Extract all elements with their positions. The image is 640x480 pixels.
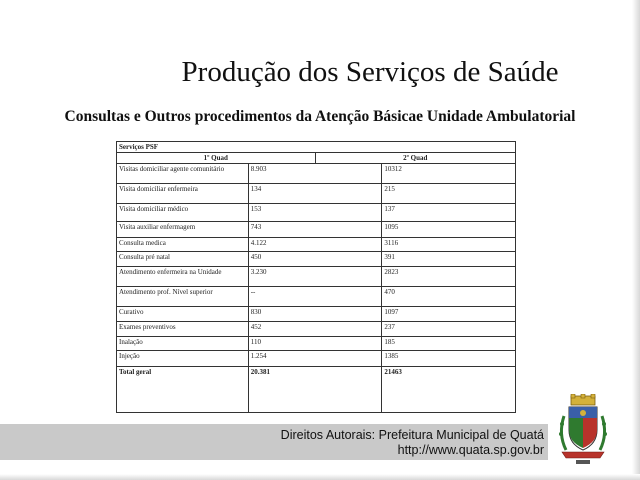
service-cell: Visita domiciliar médico: [117, 204, 249, 222]
table-row: [117, 184, 516, 204]
table-row: [117, 164, 516, 184]
q1-cell: 3.230: [248, 267, 382, 287]
service-cell: Injeção: [117, 351, 249, 367]
footer: [281, 428, 544, 458]
q2-cell: 3116: [382, 238, 516, 252]
total-row: [117, 367, 516, 413]
table-row: [117, 252, 516, 267]
q1-cell: 110: [248, 337, 382, 351]
total-q1: 20.381: [248, 367, 382, 413]
q1-cell: 134: [248, 184, 382, 204]
q2-cell: 1385: [382, 351, 516, 367]
slide-subtitle: Consultas e Outros procedimentos da Atenção Básicae Unidade Ambulatorial: [64, 108, 576, 125]
q1-cell: 153: [248, 204, 382, 222]
service-cell: Consulta medica: [117, 238, 249, 252]
q1-cell: 830: [248, 307, 382, 322]
table-row: [117, 337, 516, 351]
footer-copyright: Direitos Autorais: Prefeitura Municipal de Quatá: [280, 428, 544, 442]
table-row: [117, 267, 516, 287]
slide-title: Produção dos Serviços de Saúde: [181, 56, 559, 88]
table-row: [117, 238, 516, 252]
q1-cell: --: [248, 287, 382, 307]
service-cell: Visita auxiliar enfermagem: [117, 222, 249, 238]
q1-cell: 450: [248, 252, 382, 267]
table-header-row: [117, 142, 516, 153]
service-cell: Atendimento enfermeira na Unidade: [117, 267, 249, 287]
footer-url[interactable]: http://www.quata.sp.gov.br: [397, 443, 544, 457]
total-q2: 21463: [382, 367, 516, 413]
services-table: [116, 141, 516, 413]
q1-cell: 1.254: [248, 351, 382, 367]
q2-cell: 470: [382, 287, 516, 307]
service-cell: Consulta pré natal: [117, 252, 249, 267]
quarter-row: [117, 153, 516, 164]
table-header: Serviços PSF: [117, 142, 516, 153]
q2-cell: 237: [382, 322, 516, 337]
q2-cell: 2823: [382, 267, 516, 287]
q2-cell: 1097: [382, 307, 516, 322]
table-row: [117, 204, 516, 222]
service-cell: Atendimento prof. Nível superior: [117, 287, 249, 307]
table-row: [117, 322, 516, 337]
service-cell: Inalação: [117, 337, 249, 351]
table-row: [117, 222, 516, 238]
q1-cell: 743: [248, 222, 382, 238]
table-row: [117, 307, 516, 322]
q1-cell: 4.122: [248, 238, 382, 252]
q2-cell: 185: [382, 337, 516, 351]
q1-cell: 8.903: [248, 164, 382, 184]
q2-cell: 10312: [382, 164, 516, 184]
table-row: [117, 351, 516, 367]
total-label: Total geral: [117, 367, 249, 413]
municipal-coat-of-arms-icon: [556, 394, 610, 466]
service-cell: Visitas domiciliar agente comunitário: [117, 164, 249, 184]
q2-cell: 391: [382, 252, 516, 267]
table-row: [117, 287, 516, 307]
service-cell: Curativo: [117, 307, 249, 322]
q2-cell: 137: [382, 204, 516, 222]
q1-cell: 452: [248, 322, 382, 337]
service-cell: Visita domiciliar enfermeira: [117, 184, 249, 204]
slide-shadow-bottom: [0, 474, 640, 480]
q2-cell: 1095: [382, 222, 516, 238]
quarter-1-header: 1º Quad: [117, 153, 316, 164]
q2-cell: 215: [382, 184, 516, 204]
quarter-2-header: 2º Quad: [315, 153, 515, 164]
service-cell: Exames preventivos: [117, 322, 249, 337]
